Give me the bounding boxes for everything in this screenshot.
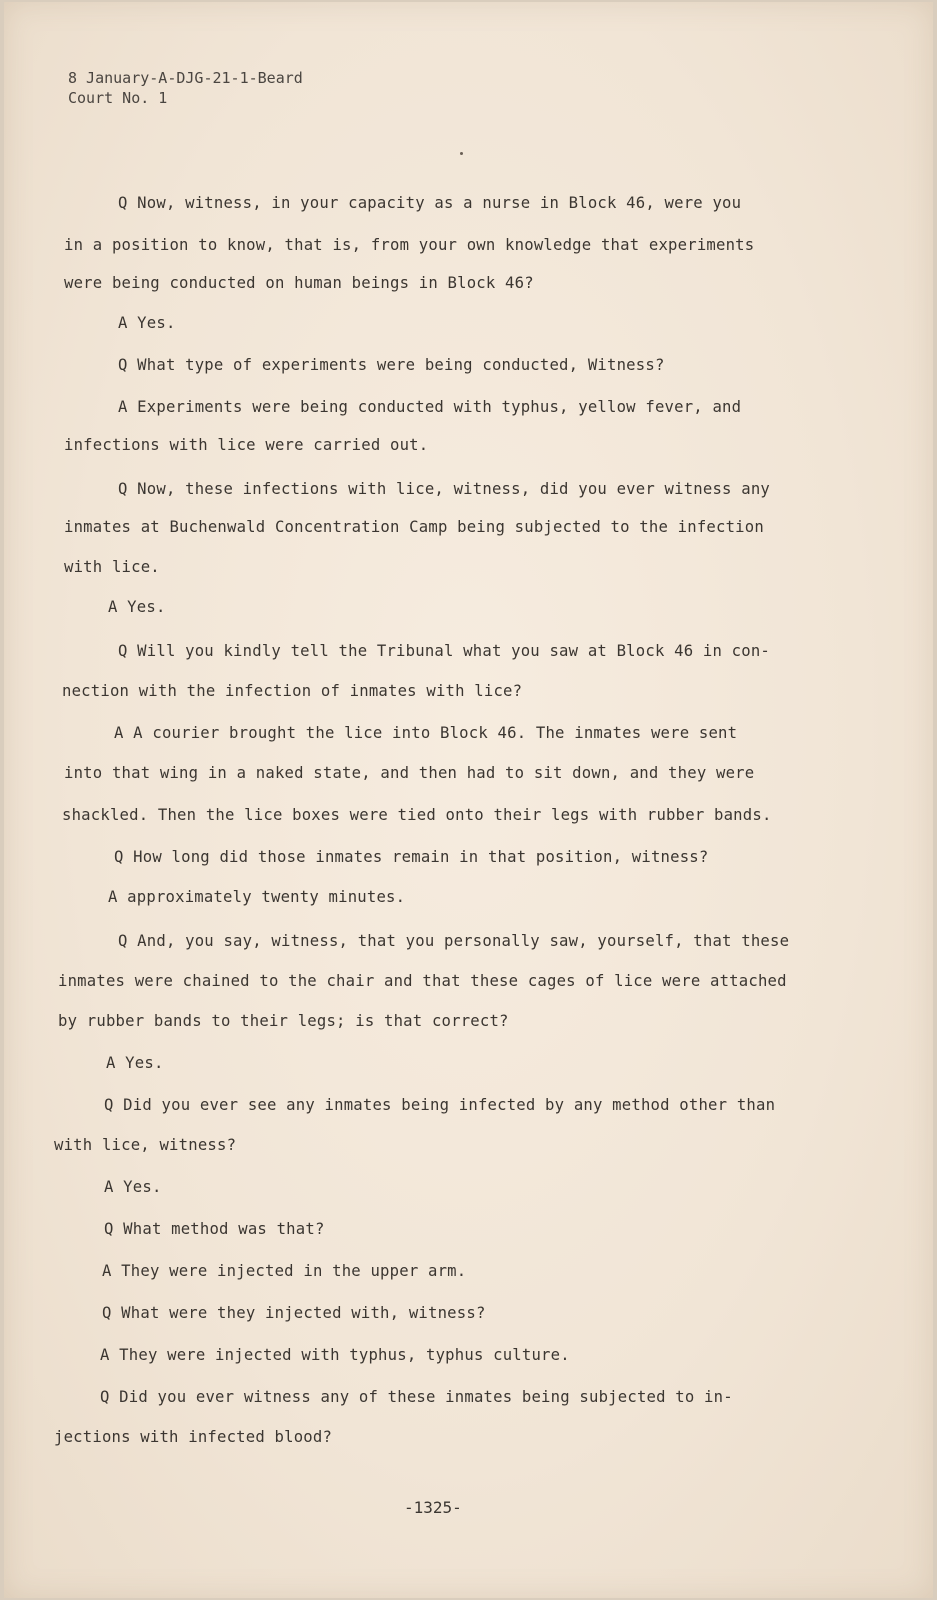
transcript-line: inmates were chained to the chair and that these cages of lice were attached [58,972,787,990]
transcript-line: jections with infected blood? [54,1428,333,1446]
transcript-line: A A courier brought the lice into Block 46. The inmates were sent [114,724,738,742]
transcript-line: A Yes. [106,1054,164,1072]
transcript-line: in a position to know, that is, from your own knowledge that experiments [64,236,755,254]
transcript-line: inmates at Buchenwald Concentration Camp being subjected to the infection [64,518,764,536]
transcript-line: A They were injected in the upper arm. [102,1262,467,1280]
header-court: Court No. 1 [68,89,168,107]
transcript-line: A Yes. [118,314,176,332]
transcript-line: with lice, witness? [54,1136,237,1154]
page-number: -1325- [404,1498,462,1517]
transcript-line: A Yes. [108,598,166,616]
transcript-line: into that wing in a naked state, and then had to sit down, and they were [64,764,755,782]
transcript-line: Q What were they injected with, witness? [102,1304,486,1322]
transcript-line: infections with lice were carried out. [64,436,429,454]
transcript-line: A Experiments were being conducted with typhus, yellow fever, and [118,398,742,416]
transcript-line: A Yes. [104,1178,162,1196]
transcript-line: Q What type of experiments were being conducted, Witness? [118,356,665,374]
transcript-line: were being conducted on human beings in Block 46? [64,274,534,292]
transcript-line: Q Did you ever witness any of these inmates being subjected to in- [100,1388,733,1406]
paper-speck [460,152,463,155]
transcript-line: A They were injected with typhus, typhus culture. [100,1346,570,1364]
transcript-line: A approximately twenty minutes. [108,888,406,906]
transcript-line: shackled. Then the lice boxes were tied onto their legs with rubber bands. [62,806,772,824]
transcript-line: Q And, you say, witness, that you personally saw, yourself, that these [118,932,790,950]
transcript-line: with lice. [64,558,160,576]
document-page [4,2,933,1598]
transcript-line: nection with the infection of inmates with lice? [62,682,523,700]
transcript-line: Q What method was that? [104,1220,325,1238]
transcript-line: Q How long did those inmates remain in that position, witness? [114,848,709,866]
transcript-line: by rubber bands to their legs; is that correct? [58,1012,509,1030]
header-reference: 8 January-A-DJG-21-1-Beard [68,69,303,87]
transcript-line: Q Now, these infections with lice, witness, did you ever witness any [118,480,770,498]
transcript-line: Q Did you ever see any inmates being infected by any method other than [104,1096,776,1114]
document-header [68,68,303,108]
transcript-line: Q Now, witness, in your capacity as a nurse in Block 46, were you [118,194,742,212]
transcript-line: Q Will you kindly tell the Tribunal what you saw at Block 46 in con- [118,642,770,660]
